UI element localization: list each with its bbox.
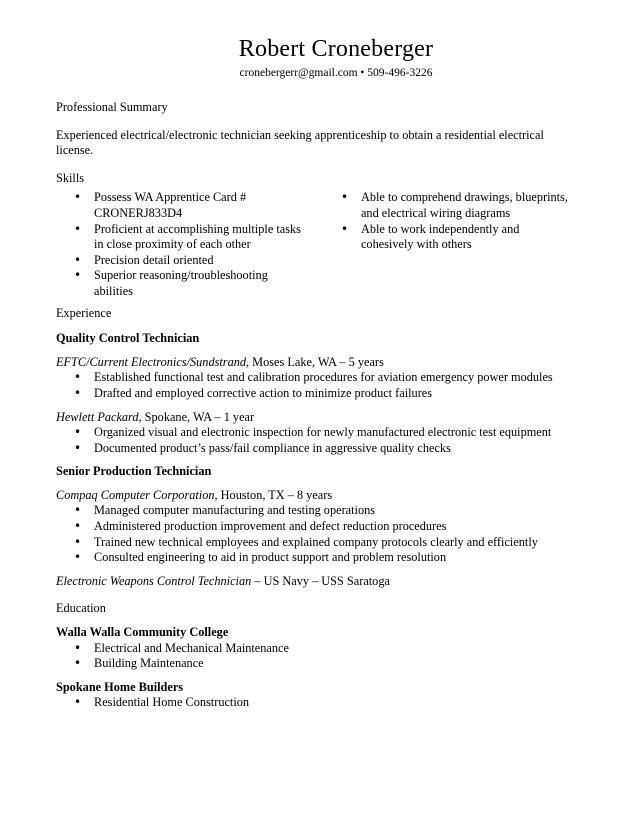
school-items [56,695,576,711]
job-bullet: • Trained new technical employees and explained company protocols clearly and efficiently [56,535,576,551]
job-bullet: • Consulted engineering to aid in product support and problem resolution [56,550,576,566]
role-title: Senior Production Technician [56,464,212,479]
experience-heading: Experience [56,305,112,320]
job-bullets [56,503,576,565]
job-bullet: • Managed computer manufacturing and testing operations [56,503,576,519]
job-bullet: • Organized visual and electronic inspection for newly manufactured electronic test equipment [56,425,576,441]
skill-item: • Able to work independently and cohesively with others [323,222,576,253]
employer-name: Hewlett Packard, [56,409,142,424]
skills-right-list [313,190,576,299]
job-bullets [56,370,576,401]
school-item: • Residential Home Construction [56,695,576,711]
job-location: – US Navy – USS Saratoga [251,573,390,588]
summary-heading: Professional Summary [56,100,168,114]
skill-item: • Proficient at accomplishing multiple tasks in close proximity of each other [56,222,313,253]
education-heading: Education [56,601,106,616]
job-bullet: • Drafted and employed corrective action to minimize product failures [56,386,576,402]
job-header [56,355,576,371]
contact-line: cronebergerr@gmail.com • 509-496-3226 [239,67,433,79]
skills-heading: Skills [56,170,85,185]
skill-item: • Superior reasoning/troubleshooting abilities [56,268,313,299]
resume-header [96,36,576,80]
skill-item: • Precision detail oriented [56,253,313,269]
school-name: Walla Walla Community College [56,625,229,640]
job-bullet: • Established functional test and calibration procedures for aviation emergency power modules [56,370,576,386]
job-bullets [56,425,576,456]
school-item: • Electrical and Mechanical Maintenance [56,641,576,657]
employer-name: EFTC/Current Electronics/Sundstrand, [56,354,250,369]
school-items [56,641,576,672]
skill-item: • Possess WA Apprentice Card # CRONERJ833D4 [56,190,313,221]
employer-name: Compaq Computer Corporation [56,487,215,502]
job-location: , Houston, TX – 8 years [214,487,333,502]
job-location: Moses Lake, WA – 5 years [249,354,384,369]
skills-columns [56,190,576,299]
role-title: Quality Control Technician [56,331,200,346]
job-header [56,410,576,426]
skill-item: • Able to comprehend drawings, blueprints, and electrical wiring diagrams [323,190,576,221]
school-name: Spokane Home Builders [56,679,184,694]
job-bullet: • Documented product’s pass/fail compliance in aggressive quality checks [56,441,576,457]
summary-text: Experienced electrical/electronic technician seeking apprenticeship to obtain a residential electrical license. [56,127,544,158]
job-location: Spokane, WA – 1 year [141,409,255,424]
job-bullet: • Administered production improvement and defect reduction procedures [56,519,576,535]
job-header [56,574,576,590]
skills-left-list [56,190,313,299]
employer-name: Electronic Weapons Control Technician [56,573,252,588]
job-header [56,488,576,504]
resume-page [56,36,576,711]
school-item: • Building Maintenance [56,656,576,672]
candidate-name: Robert Croneberger [238,36,434,62]
